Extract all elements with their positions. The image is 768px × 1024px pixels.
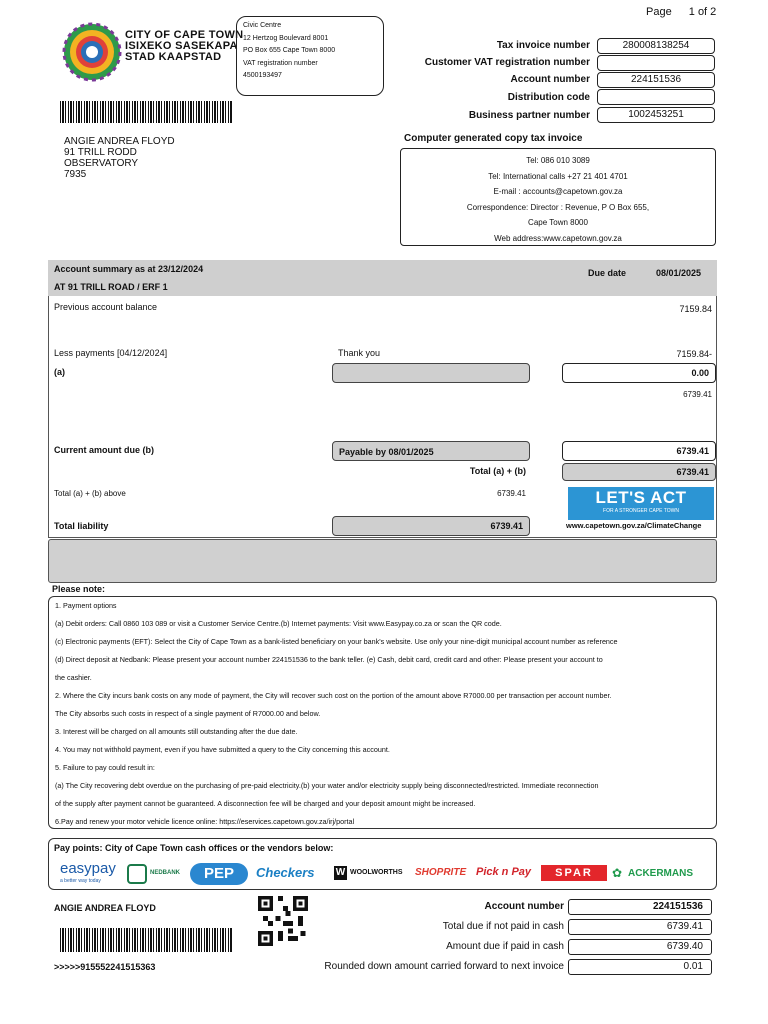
previous-balance-value: 7159.84 <box>679 304 712 314</box>
lets-act-subtitle: FOR A STRONGER CAPE TOWN <box>603 508 679 514</box>
vendor-easypay: easypay <box>60 860 116 877</box>
note-line: 5. Failure to pay could result in: <box>55 763 155 772</box>
account-number-value: 224151536 <box>597 72 715 88</box>
contact-correspondence-city: Cape Town 8000 <box>528 218 588 227</box>
total-above-value: 6739.41 <box>497 489 526 498</box>
civic-line3: PO Box 655 Cape Town 8000 <box>243 47 336 54</box>
vendor-picknpay: Pick n Pay <box>476 866 532 878</box>
tax-invoice-value: 280008138254 <box>597 38 715 54</box>
thank-you-text: Thank you <box>338 348 381 358</box>
org-name <box>125 30 243 63</box>
slip-rounded-value: 0.01 <box>568 959 712 975</box>
note-line: (c) Electronic payments (EFT): Select the City of Cape Town as a bank-listed beneficiary on your bank's website. Use only your nine-digit municipal account number as reference <box>55 637 618 646</box>
note-line: 1. Payment options <box>55 601 117 610</box>
current-amount-label: Current amount due (b) <box>54 445 154 455</box>
page-label: Page <box>646 6 672 18</box>
due-date-value: 08/01/2025 <box>656 268 702 278</box>
customer-address <box>64 136 175 180</box>
contact-email: E-mail : accounts@capetown.gov.za <box>493 187 623 196</box>
payments-value: 7159.84- <box>676 349 712 359</box>
contact-correspondence: Correspondence: Director : Revenue, P O Box 655, <box>466 202 650 212</box>
civic-line1: Civic Centre <box>243 22 282 29</box>
slip-cash-due-label: Amount due if paid in cash <box>446 941 564 952</box>
paypoints-title: Pay points: City of Cape Town cash offices or the vendors below: <box>54 843 334 853</box>
total-ab-label: Total (a) + (b) <box>469 466 526 476</box>
vendor-pep: PEP <box>190 863 248 885</box>
easypay-tagline: a better way today <box>60 878 101 884</box>
contact-intl: Tel: International calls +27 21 401 4701 <box>488 171 628 181</box>
message-band <box>48 539 717 583</box>
slip-customer-name: ANGIE ANDREA FLOYD <box>54 903 156 913</box>
current-amount-value: 6739.41 <box>562 441 716 461</box>
vat-number-value <box>597 55 715 71</box>
business-partner-value: 1002453251 <box>597 107 715 123</box>
subtotal-a-label: (a) <box>54 367 65 377</box>
contact-tel: Tel: 086 010 3089 <box>526 156 590 165</box>
slip-total-due-value: 6739.41 <box>568 919 712 935</box>
note-line: (a) Debit orders: Call 0860 103 089 or visit a Customer Service Centre.(b) Internet payments: Visit www.Easypay.co.za or scan the QR code. <box>55 619 502 628</box>
lets-act-title: LET'S ACT <box>595 488 687 507</box>
customer-suburb: OBSERVATORY <box>64 158 139 169</box>
property-address: AT 91 TRILL ROAD / ERF 1 <box>54 282 168 292</box>
subtotal-value: 6739.41 <box>683 390 712 399</box>
org-name-line1: CITY OF CAPE TOWN <box>125 29 244 41</box>
contact-box <box>400 148 716 246</box>
slip-reference: >>>>>915552241515363 <box>54 962 156 972</box>
note-line: 3. Interest will be charged on all amounts still outstanding after the due date. <box>55 727 298 736</box>
note-line: The City absorbs such costs in respect of a single payment of R7000.00 and below. <box>55 709 321 718</box>
vendor-checkers: Checkers <box>256 865 315 880</box>
total-liability-label: Total liability <box>54 521 109 531</box>
vendor-spar: SPAR <box>541 865 607 881</box>
notes-box <box>48 596 717 829</box>
note-line: (d) Direct deposit at Nedbank: Please present your account number 224151536 to the bank teller. (e) Cash, debit card, credit card and other: Please present your account to <box>55 655 603 664</box>
civic-line2: 12 Hertzog Boulevard 8001 <box>243 34 329 42</box>
previous-balance-label: Previous account balance <box>54 302 158 312</box>
woolworths-icon: W <box>335 867 346 878</box>
slip-cash-due-value: 6739.40 <box>568 939 712 955</box>
slip-account-label: Account number <box>484 901 564 912</box>
slip-rounded-label: Rounded down amount carried forward to next invoice <box>324 961 564 972</box>
payments-label: Less payments [04/12/2024] <box>54 348 168 358</box>
page-number <box>646 6 716 18</box>
distribution-code-value <box>597 89 715 105</box>
civic-line5: 4500193497 <box>243 72 282 79</box>
civic-line4: VAT registration number <box>243 59 318 67</box>
slip-account-value: 224151536 <box>568 899 712 915</box>
payments-grey-box <box>332 363 530 383</box>
vendor-shoprite: SHOPRITE <box>415 867 467 878</box>
contact-web: Web address:www.capetown.gov.za <box>494 233 622 243</box>
org-name-line2: ISIXEKO SASEKAPA <box>125 40 238 52</box>
org-name-line3: STAD KAAPSTAD <box>125 51 222 63</box>
climate-change-link[interactable]: www.capetown.gov.za/ClimateChange <box>566 521 702 530</box>
vat-number-label: Customer VAT registration number <box>424 57 590 68</box>
vendor-woolworths: WOOLWORTHS <box>350 869 403 876</box>
note-line: 2. Where the City incurs bank costs on any mode of payment, the City will recover such cost on the portion of the amount above R7000.00 per transaction per account number. <box>55 691 612 700</box>
customer-street: 91 TRILL RODD <box>64 147 137 158</box>
slip-total-due-label: Total due if not paid in cash <box>442 921 564 932</box>
city-logo-icon <box>62 22 122 82</box>
nedbank-icon <box>127 864 147 884</box>
customer-code: 7935 <box>64 169 87 180</box>
subtotal-a-value: 0.00 <box>562 363 716 383</box>
ackermans-icon: ✿ <box>612 866 623 880</box>
slip-barcode <box>60 928 232 952</box>
note-line: (a) The City recovering debt overdue on the purchasing of pre-paid electricity.(b) your water and/or electricity supply being disconnected/restricted. Immediate reconnection <box>55 781 599 790</box>
address-barcode <box>60 101 232 123</box>
vendor-ackermans: ACKERMANS <box>628 868 693 879</box>
business-partner-label: Business partner number <box>468 110 590 121</box>
due-date-label: Due date <box>588 268 627 278</box>
summary-title: Account summary as at 23/12/2024 <box>54 264 204 274</box>
notes-heading: Please note: <box>52 584 106 594</box>
total-ab-value: 6739.41 <box>562 463 716 481</box>
note-line: 6.Pay and renew your motor vehicle licence online: https://eservices.capetown.gov.za/irj/portal <box>55 817 355 826</box>
total-above-label: Total (a) + (b) above <box>54 489 126 498</box>
total-liability-value: 6739.41 <box>332 516 530 536</box>
payable-by: Payable by 08/01/2025 <box>332 441 530 461</box>
note-line: of the supply after payment cannot be guaranteed. A disconnection fee will be charged and your deposit amount might be increased. <box>55 799 476 808</box>
civic-centre-box <box>236 16 384 96</box>
copy-invoice-title: Computer generated copy tax invoice <box>404 133 583 144</box>
note-line: 4. You may not withhold payment, even if you have submitted a query to the City concerning this account. <box>55 745 390 754</box>
qr-code-icon[interactable] <box>258 896 308 946</box>
page-count: 1 of 2 <box>688 6 717 18</box>
note-line: the cashier. <box>55 673 92 682</box>
lets-act-banner <box>568 487 714 520</box>
account-number-label: Account number <box>510 74 590 85</box>
distribution-code-label: Distribution code <box>507 92 590 103</box>
customer-name: ANGIE ANDREA FLOYD <box>64 136 175 147</box>
tax-invoice-label: Tax invoice number <box>496 40 590 51</box>
vendor-nedbank: NEDBANK <box>150 870 180 876</box>
